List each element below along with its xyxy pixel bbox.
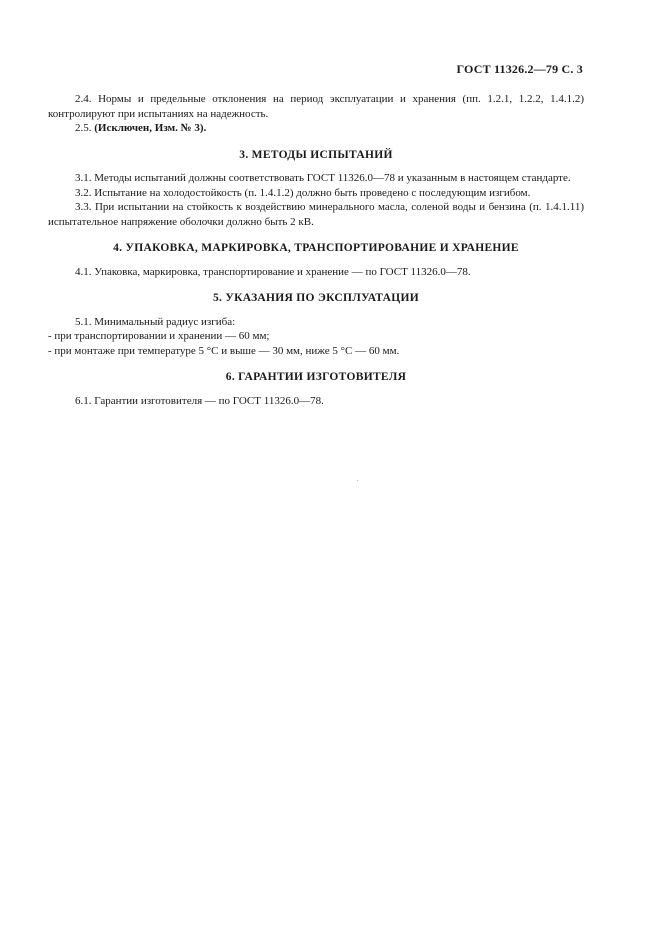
scan-speck bbox=[357, 480, 358, 481]
paragraph-4-1: 4.1. Упаковка, маркировка, транспортирование и хранение — по ГОСТ 11326.0—78. bbox=[75, 265, 471, 278]
document-body bbox=[48, 92, 584, 408]
section-6-heading: 6. ГАРАНТИИ ИЗГОТОВИТЕЛЯ bbox=[225, 371, 407, 383]
section-4-heading: 4. УПАКОВКА, МАРКИРОВКА, ТРАНСПОРТИРОВАНИЕ И ХРАНЕНИЕ bbox=[113, 242, 519, 254]
section-5-heading: 5. УКАЗАНИЯ ПО ЭКСПЛУАТАЦИИ bbox=[212, 292, 420, 304]
paragraph-2-5-number: 2.5. bbox=[75, 122, 95, 134]
paragraph-3-1: 3.1. Методы испытаний должны соответствовать ГОСТ 11326.0—78 и указанным в настоящем стандарте. bbox=[75, 172, 571, 184]
paragraph-3-3: 3.3. При испытании на стойкость к воздействию минерального масла, соленой воды и бензина (п. 1.4.1.11) испытательное напряжение оболочки должно быть 2 кВ. bbox=[48, 201, 584, 228]
list-item-mounting: - при монтаже при температуре 5 °С и выше — 30 мм, ниже 5 °С — 60 мм. bbox=[48, 344, 400, 357]
paragraph-6-1: 6.1. Гарантии изготовителя — по ГОСТ 11326.0—78. bbox=[75, 394, 324, 407]
paragraph-5-1: 5.1. Минимальный радиус изгиба: bbox=[75, 315, 236, 328]
list-item-transport: - при транспортировании и хранении — 60 мм; bbox=[48, 330, 270, 342]
paragraph-2-5 bbox=[48, 121, 584, 136]
page-header: ГОСТ 11326.2—79 С. 3 bbox=[456, 62, 583, 76]
paragraph-2-5-text: (Исключен, Изм. № 3). bbox=[94, 122, 207, 134]
paragraph-3-2: 3.2. Испытание на холодостойкость (п. 1.4.1.2) должно быть проведено с последующим изгибом. bbox=[75, 186, 531, 199]
paragraph-2-4: 2.4. Нормы и предельные отклонения на период эксплуатации и хранения (пп. 1.2.1, 1.2.2, 1.4.1.2) контролируют при испытаниях на надежность. bbox=[48, 93, 584, 120]
section-3-heading: 3. МЕТОДЫ ИСПЫТАНИЙ bbox=[239, 148, 393, 161]
